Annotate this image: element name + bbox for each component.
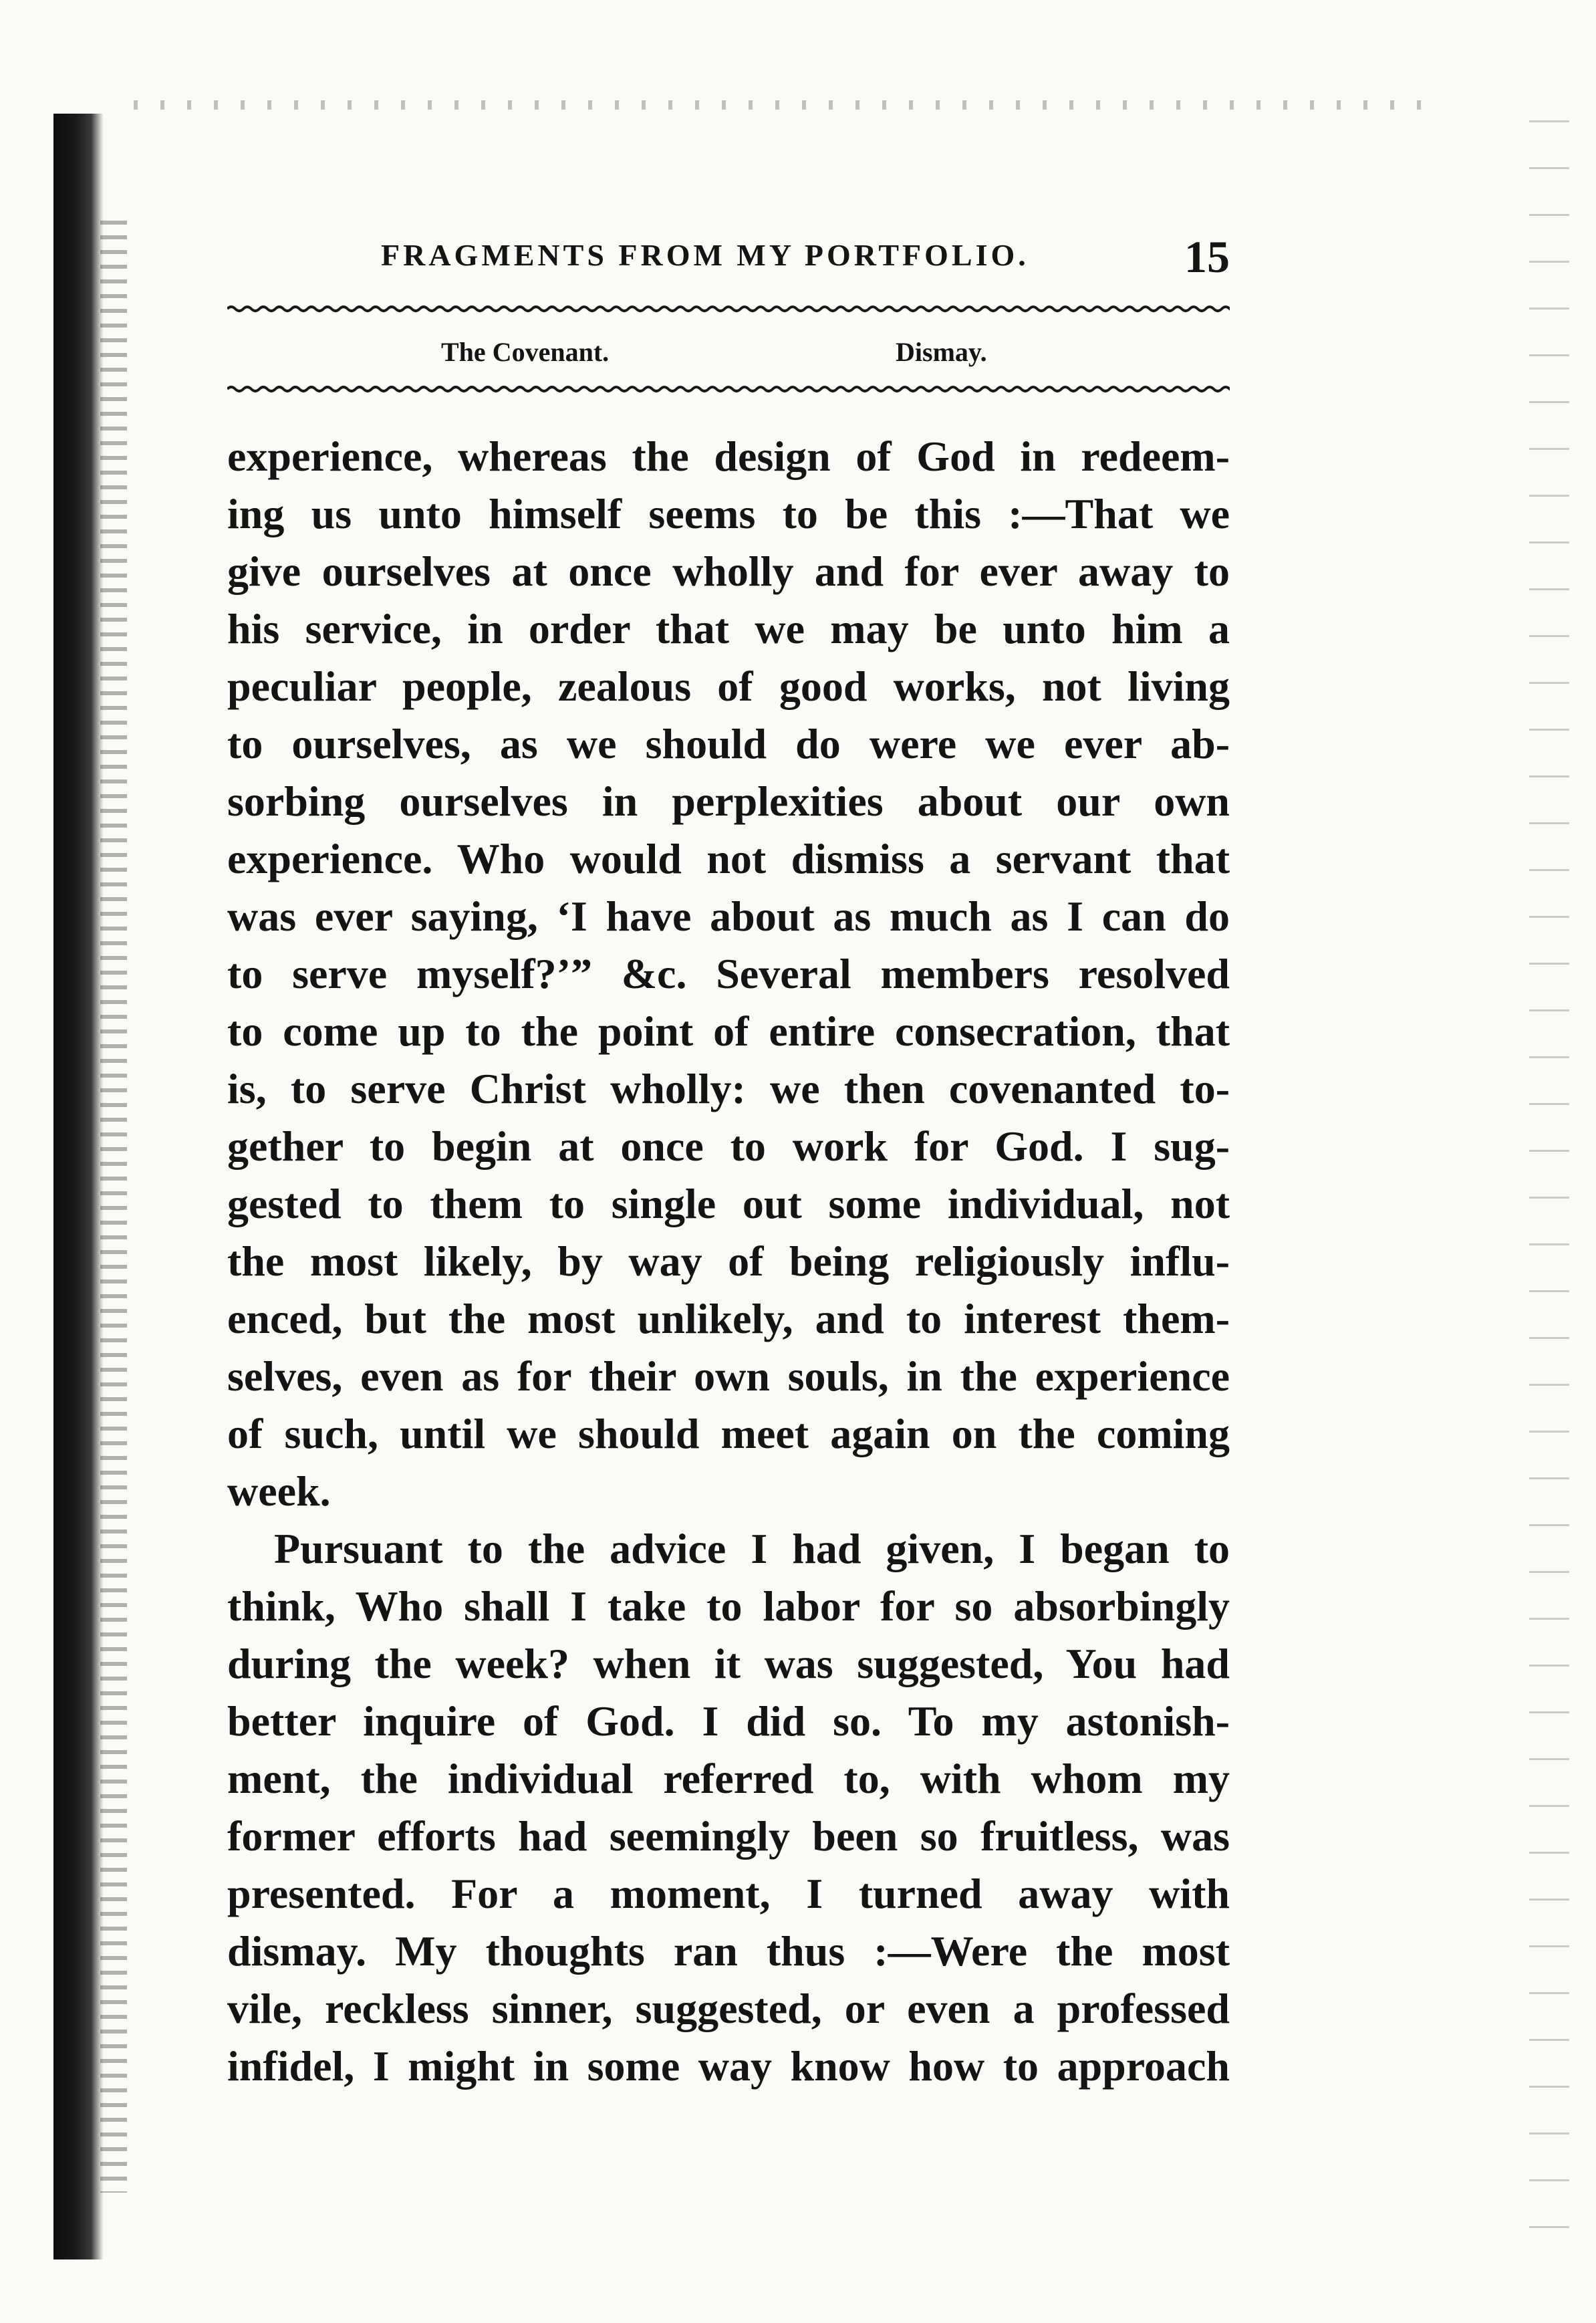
text-line: was ever saying, ‘I have about as much as I can do [227, 892, 1230, 940]
subhead-covenant: The Covenant. [441, 337, 610, 367]
running-head [227, 231, 1230, 291]
text-line: dismay. My thoughts ran thus :—Were the most [227, 1927, 1230, 1975]
paragraph-start-line: Pursuant to the advice I had given, I began to [274, 1525, 1230, 1572]
text-line: is, to serve Christ wholly: we then covenanted to- [227, 1065, 1230, 1112]
running-head-title: FRAGMENTS FROM MY PORTFOLIO. [381, 238, 1029, 272]
text-line: during the week? when it was suggested, You had [227, 1640, 1230, 1687]
text-line: of such, until we should meet again on the coming [227, 1410, 1230, 1457]
text-line: presented. For a moment, I turned away with [227, 1870, 1230, 1917]
text-line: to serve myself?’” &c. Several members resolved [227, 950, 1230, 997]
text-line: experience. Who would not dismiss a servant that [227, 835, 1230, 882]
subhead-dismay: Dismay. [896, 337, 987, 367]
text-line: experience, whereas the design of God in redeem- [227, 433, 1230, 480]
text-line: week. [227, 1467, 331, 1515]
text-line: gether to begin at once to work for God. I sug- [227, 1122, 1230, 1170]
text-line: enced, but the most unlikely, and to interest them- [227, 1295, 1230, 1342]
wavy-rule-top [227, 304, 1230, 314]
body-text [227, 428, 1230, 2095]
text-line: ment, the individual referred to, with whom my [227, 1755, 1230, 1802]
text-line: the most likely, by way of being religiously influ- [227, 1237, 1230, 1285]
text-line: better inquire of God. I did so. To my astonish- [227, 1697, 1230, 1745]
text-line: think, Who shall I take to labor for so absorbingly [227, 1582, 1230, 1630]
text-line: former efforts had seemingly been so fruitless, was [227, 1812, 1230, 1860]
text-line: vile, reckless sinner, suggested, or even a professed [227, 1985, 1230, 2032]
text-line: selves, even as for their own souls, in the experience [227, 1352, 1230, 1400]
page-number: 15 [1184, 231, 1230, 282]
text-line: peculiar people, zealous of good works, not living [227, 662, 1230, 710]
text-line: gested to them to single out some individual, not [227, 1180, 1230, 1227]
text-line: sorbing ourselves in perplexities about our own [227, 777, 1230, 825]
gutter-speckle [100, 221, 127, 2193]
text-line: to come up to the point of entire consecration, that [227, 1007, 1230, 1055]
page-edge-marks [1529, 120, 1569, 2259]
text-line: ing us unto himself seems to be this :—That we [227, 490, 1230, 537]
text-line: infidel, I might in some way know how to approach [227, 2042, 1230, 2090]
text-line: to ourselves, as we should do were we ever ab- [227, 720, 1230, 767]
wavy-rule-bottom [227, 384, 1230, 394]
book-spine-shadow [53, 114, 104, 2259]
top-scan-noise [134, 100, 1437, 110]
text-line: give ourselves at once wholly and for ever away to [227, 547, 1230, 595]
section-subheads [227, 331, 1230, 378]
text-line: his service, in order that we may be unto him a [227, 605, 1230, 652]
